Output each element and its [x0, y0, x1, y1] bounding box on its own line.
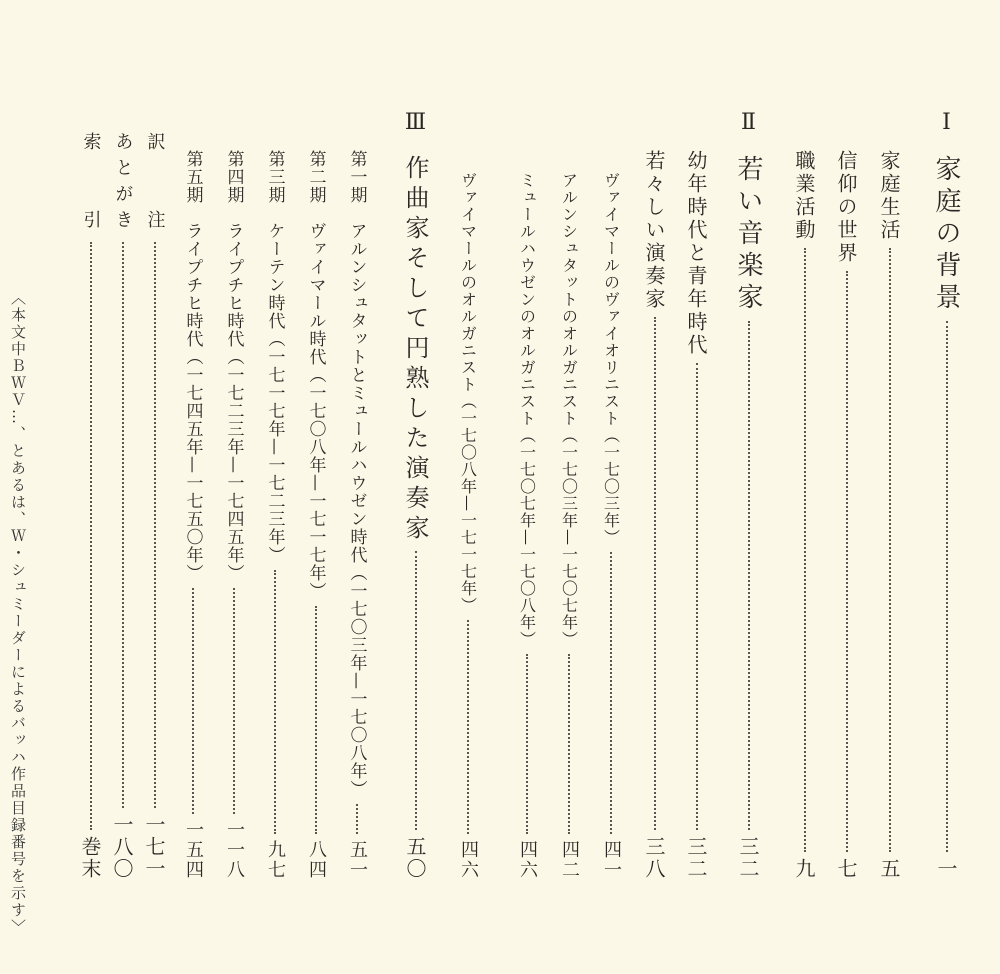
- dot-leader: [889, 248, 891, 852]
- dot-leader: [654, 317, 656, 830]
- toc-title: 第二期 ヴァイマール時代（一七〇八年—一七一七年）: [305, 150, 326, 600]
- toc-entry[interactable]: [556, 172, 582, 880]
- toc-title: 職業活動: [792, 150, 816, 242]
- dot-leader: [946, 321, 948, 852]
- toc-title: あとがき: [112, 132, 134, 236]
- toc-entry[interactable]: [598, 172, 624, 880]
- toc-entry[interactable]: [180, 150, 206, 880]
- dot-leader: [610, 552, 612, 834]
- toc-entry[interactable]: [790, 150, 819, 880]
- dot-leader: [804, 248, 806, 852]
- dot-leader: [748, 321, 750, 830]
- toc-page-number: 九: [792, 858, 816, 880]
- toc-title: 若々しい演奏家: [642, 150, 666, 311]
- toc-page-number: 一五四: [183, 820, 204, 880]
- toc-entry[interactable]: [344, 150, 370, 880]
- toc-entry[interactable]: [76, 132, 105, 880]
- toc-title: ヴァイマールのオルガニスト（一七〇八年—一七一七年）: [458, 172, 478, 614]
- toc-entry[interactable]: [640, 150, 669, 880]
- dot-leader: [274, 570, 276, 834]
- dot-leader: [415, 551, 417, 830]
- toc-page-number: 八四: [306, 840, 327, 880]
- toc-section-2[interactable]: [730, 110, 767, 880]
- toc-page-number: 九七: [265, 840, 286, 880]
- toc-entry[interactable]: [108, 132, 137, 880]
- dot-leader: [467, 620, 469, 834]
- toc-title: 作曲家そして円熟した演奏家: [401, 155, 429, 545]
- toc-entry[interactable]: [140, 132, 169, 880]
- toc-page-number: 五〇: [403, 836, 427, 880]
- toc-title: ミュールハウゼンのオルガニスト（一七〇七年—一七〇八年）: [517, 172, 537, 648]
- toc-title: 信仰の世界: [834, 150, 858, 265]
- dot-leader: [192, 588, 194, 814]
- toc-page-number: 四六: [458, 840, 479, 880]
- dot-leader: [90, 242, 92, 830]
- toc-page-number: 一八〇: [110, 814, 134, 880]
- toc-page-number: 五: [877, 858, 901, 880]
- toc-title: 家庭の背景: [931, 155, 961, 315]
- section-numeral: Ⅰ: [934, 110, 959, 141]
- toc-title: 第三期 ケーテン時代（一七一七年—一七二三年）: [264, 150, 285, 564]
- toc-page-number: 一一八: [224, 820, 245, 880]
- toc-title: 第五期 ライプチヒ時代（一七四五年—一七五〇年）: [182, 150, 203, 582]
- toc-title: 第一期 アルンシュタットとミュールハウゼン時代（一七〇三年—一七〇八年）: [346, 150, 367, 798]
- footnote: 〈本文中ＢＷＶ…、とあるは、Ｗ・シュミーダーによるバッハ作品目録番号を示す〉: [9, 290, 27, 936]
- toc-entry[interactable]: [455, 172, 481, 880]
- toc-page-number: 一: [934, 858, 958, 880]
- toc-entry[interactable]: [262, 150, 288, 880]
- section-numeral: Ⅲ: [403, 110, 428, 141]
- toc-title: ヴァイマールのヴァイオリニスト（一七〇三年）: [601, 172, 621, 546]
- toc-title: 訳 注: [144, 132, 166, 236]
- toc-page-number: 三二: [736, 836, 760, 880]
- dot-leader: [526, 654, 528, 834]
- toc-page-number: 七: [834, 858, 858, 880]
- toc-entry[interactable]: [682, 150, 711, 880]
- toc-section-1[interactable]: [928, 110, 965, 880]
- toc-title: 若い音楽家: [733, 155, 763, 315]
- toc-entry[interactable]: [832, 150, 861, 880]
- toc-page-number: 一七一: [142, 814, 166, 880]
- toc-entry[interactable]: [303, 150, 329, 880]
- toc-entry[interactable]: [514, 172, 540, 880]
- dot-leader: [696, 363, 698, 830]
- dot-leader: [154, 242, 156, 808]
- toc-page-number: 三二: [684, 836, 708, 880]
- dot-leader: [315, 606, 317, 834]
- toc-title: 索 引: [80, 132, 102, 236]
- dot-leader: [568, 654, 570, 834]
- toc-page-number: 五一: [347, 840, 368, 880]
- dot-leader: [356, 804, 358, 834]
- dot-leader: [122, 242, 124, 808]
- toc-title: 第四期 ライプチヒ時代（一七二三年—一七四五年）: [223, 150, 244, 582]
- toc-page-number: 四二: [559, 840, 580, 880]
- section-numeral: Ⅱ: [736, 110, 761, 141]
- toc-page-number: 巻末: [78, 836, 102, 880]
- toc-title: 幼年時代と青年時代: [684, 150, 708, 357]
- toc-section-3[interactable]: [398, 110, 433, 880]
- toc-entry[interactable]: [221, 150, 247, 880]
- toc-page-number: 三八: [642, 836, 666, 880]
- toc-entry[interactable]: [875, 150, 904, 880]
- toc-title: アルンシュタットのオルガニスト（一七〇三年—一七〇七年）: [559, 172, 579, 648]
- toc-page-number: 四六: [517, 840, 538, 880]
- toc-page-number: 四一: [601, 840, 622, 880]
- toc-title: 家庭生活: [877, 150, 901, 242]
- dot-leader: [846, 271, 848, 852]
- dot-leader: [233, 588, 235, 814]
